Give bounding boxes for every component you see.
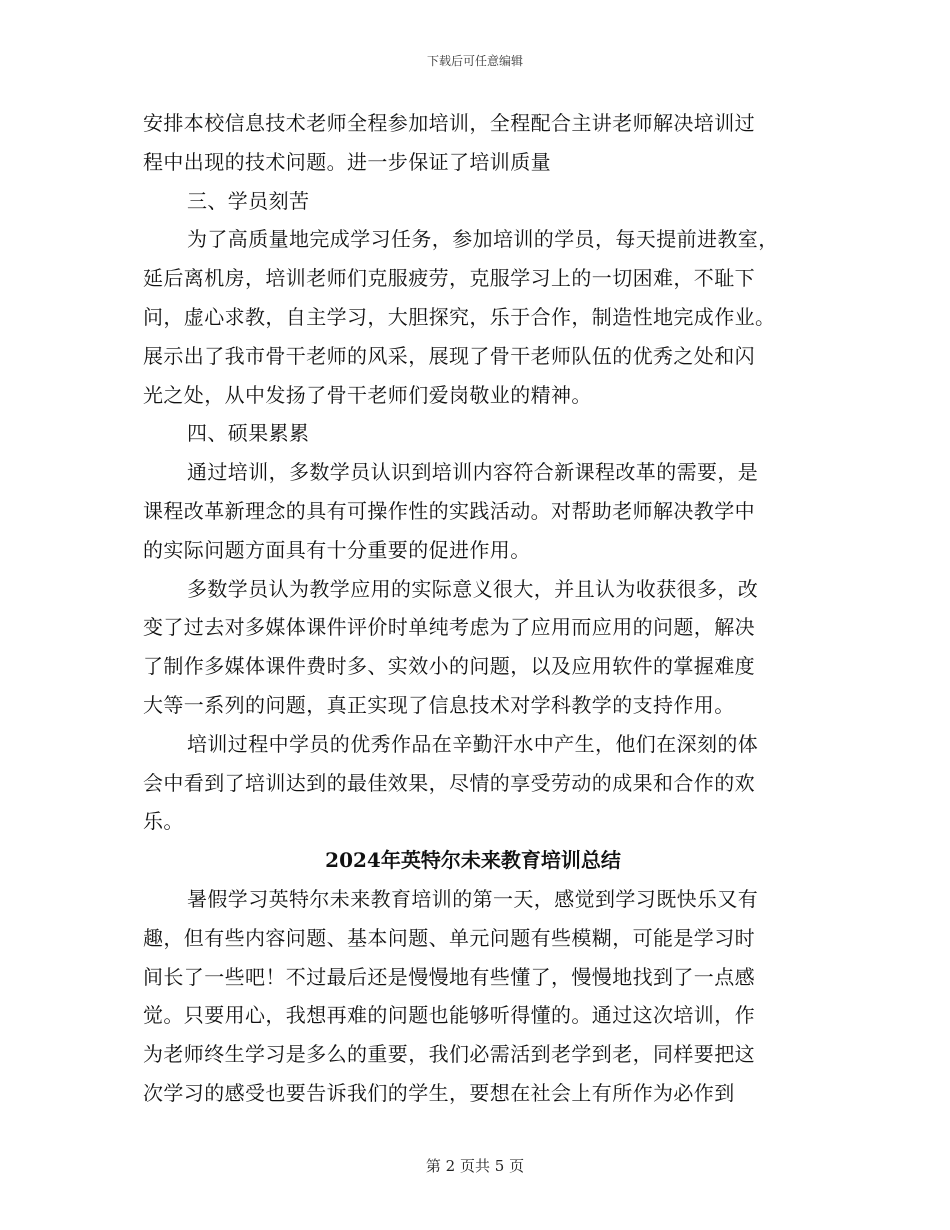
text-line: 变了过去对多媒体课件评价时单纯考虑为了应用而应用的问题，解决 — [143, 615, 755, 640]
text-line: 间长了一些吧！不过最后还是慢慢地有些懂了，慢慢地找到了一点感 — [143, 964, 755, 989]
text-line: 乐。 — [143, 809, 184, 834]
text-line: 展示出了我市骨干老师的风采，展现了骨干老师队伍的优秀之处和闪 — [143, 343, 755, 368]
text-line: 为了高质量地完成学习任务，参加培训的学员，每天提前进教室， — [187, 227, 779, 252]
text-line: 为老师终生学习是多么的重要，我们必需活到老学到老，同样要把这 — [143, 1042, 755, 1067]
text-line: 课程改革新理念的具有可操作性的实践活动。对帮助老师解决教学中 — [143, 498, 755, 523]
text-line: 大等一系列的问题，真正实现了信息技术对学科教学的支持作用。 — [143, 692, 735, 717]
text-line: 光之处，从中发扬了骨干老师们爱岗敬业的精神。 — [143, 382, 592, 407]
text-line: 会中看到了培训达到的最佳效果，尽情的享受劳动的成果和合作的欢 — [143, 770, 755, 795]
text-line: 次学习的感受也要告诉我们的学生，要想在社会上有所作为必作到 — [143, 1080, 735, 1105]
text-line: 趣，但有些内容问题、基本问题、单元问题有些模糊，可能是学习时 — [143, 925, 755, 950]
text-line: 培训过程中学员的优秀作品在辛勤汗水中产生，他们在深刻的体 — [187, 731, 759, 756]
section-heading: 2024年英特尔未来教育培训总结 — [325, 848, 621, 873]
text-line: 的实际问题方面具有十分重要的促进作用。 — [143, 537, 531, 562]
text-line: 通过培训，多数学员认识到培训内容符合新课程改革的需要，是 — [187, 460, 759, 485]
text-line: 四、硕果累累 — [187, 421, 310, 446]
text-line: 觉。只要用心，我想再难的问题也能够听得懂的。通过这次培训，作 — [143, 1003, 755, 1028]
text-line: 程中出现的技术问题。进一步保证了培训质量 — [143, 149, 551, 174]
text-line: 多数学员认为教学应用的实际意义很大，并且认为收获很多，改 — [187, 576, 759, 601]
text-line: 暑假学习英特尔未来教育培训的第一天，感觉到学习既快乐又有 — [187, 886, 759, 911]
header-note: 下载后可任意编辑 — [426, 54, 523, 68]
text-line: 了制作多媒体课件费时多、实效小的问题，以及应用软件的掌握难度 — [143, 654, 755, 679]
page-number-footer: 第 2 页共 5 页 — [425, 1157, 525, 1175]
text-line: 三、学员刻苦 — [187, 188, 310, 213]
text-line: 安排本校信息技术老师全程参加培训，全程配合主讲老师解决培训过 — [143, 111, 755, 135]
text-line: 问，虚心求教，自主学习，大胆探究，乐于合作，制造性地完成作业。 — [143, 304, 776, 329]
document-body — [143, 104, 803, 1113]
text-line: 延后离机房，培训老师们克服疲劳，克服学习上的一切困难，不耻下 — [143, 266, 755, 291]
